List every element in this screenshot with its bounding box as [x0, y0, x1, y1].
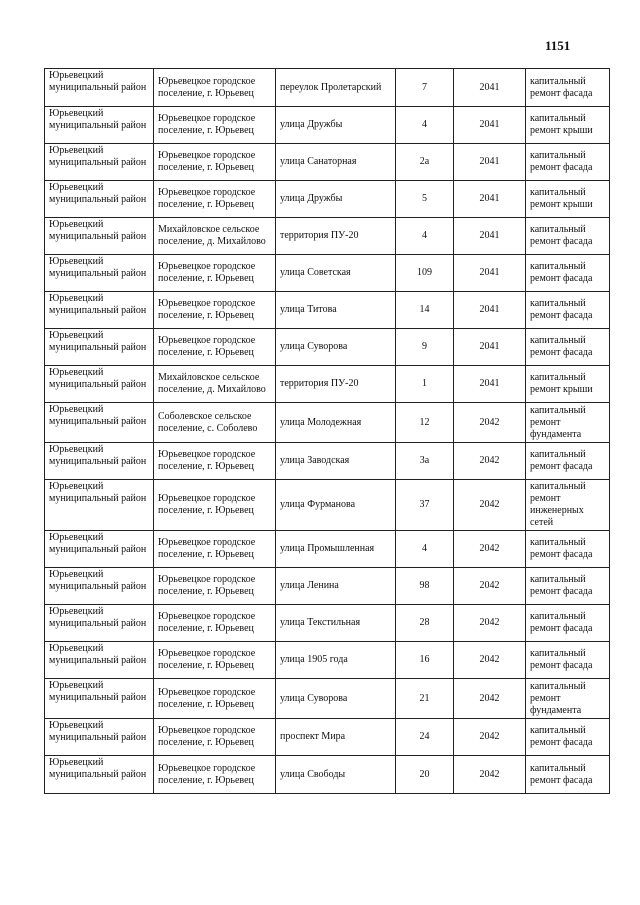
year-cell: 2041: [454, 107, 526, 144]
street-cell: улица Дружбы: [276, 107, 396, 144]
house-number-cell: 1: [396, 366, 454, 403]
year-cell: 2042: [454, 403, 526, 443]
settlement-cell: Юрьевецкое городское поселение, г. Юрьевец: [154, 568, 276, 605]
house-number-cell: 3а: [396, 443, 454, 480]
work-type-cell: капитальный ремонт крыши: [526, 366, 610, 403]
year-cell: 2042: [454, 679, 526, 719]
work-type-cell: капитальный ремонт фасада: [526, 568, 610, 605]
district-cell: Юрьевецкий муниципальный район: [45, 107, 154, 144]
work-type-cell: капитальный ремонт фасада: [526, 329, 610, 366]
district-cell: Юрьевецкий муниципальный район: [45, 605, 154, 642]
table-row: [45, 181, 610, 218]
district-cell: Юрьевецкий муниципальный район: [45, 292, 154, 329]
year-cell: 2042: [454, 531, 526, 568]
year-cell: 2041: [454, 255, 526, 292]
district-cell: Юрьевецкий муниципальный район: [45, 144, 154, 181]
house-number-cell: 4: [396, 107, 454, 144]
table-row: [45, 292, 610, 329]
district-cell: Юрьевецкий муниципальный район: [45, 719, 154, 756]
work-type-cell: капитальный ремонт фасада: [526, 605, 610, 642]
year-cell: 2042: [454, 443, 526, 480]
work-type-cell: капитальный ремонт фасада: [526, 531, 610, 568]
table-row: [45, 756, 610, 794]
work-type-cell: капитальный ремонт фасада: [526, 255, 610, 292]
year-cell: 2042: [454, 480, 526, 531]
district-cell: Юрьевецкий муниципальный район: [45, 480, 154, 531]
street-cell: улица Промышленная: [276, 531, 396, 568]
street-cell: улица Дружбы: [276, 181, 396, 218]
house-number-cell: 14: [396, 292, 454, 329]
settlement-cell: Юрьевецкое городское поселение, г. Юрьевец: [154, 605, 276, 642]
district-cell: Юрьевецкий муниципальный район: [45, 181, 154, 218]
year-cell: 2041: [454, 181, 526, 218]
district-cell: Юрьевецкий муниципальный район: [45, 756, 154, 794]
table-row: [45, 480, 610, 531]
work-type-cell: капитальный ремонт фасада: [526, 642, 610, 679]
settlement-cell: Юрьевецкое городское поселение, г. Юрьевец: [154, 756, 276, 794]
table-row: [45, 719, 610, 756]
street-cell: улица Суворова: [276, 679, 396, 719]
street-cell: улица Фурманова: [276, 480, 396, 531]
work-type-cell: капитальный ремонт крыши: [526, 181, 610, 218]
street-cell: улица Заводская: [276, 443, 396, 480]
table-row: [45, 679, 610, 719]
work-type-cell: капитальный ремонт крыши: [526, 107, 610, 144]
street-cell: улица Свободы: [276, 756, 396, 794]
settlement-cell: Юрьевецкое городское поселение, г. Юрьевец: [154, 107, 276, 144]
house-number-cell: 16: [396, 642, 454, 679]
district-cell: Юрьевецкий муниципальный район: [45, 568, 154, 605]
settlement-cell: Юрьевецкое городское поселение, г. Юрьевец: [154, 69, 276, 107]
table-row: [45, 255, 610, 292]
table-row: [45, 443, 610, 480]
table-row: [45, 107, 610, 144]
district-cell: Юрьевецкий муниципальный район: [45, 218, 154, 255]
street-cell: улица Суворова: [276, 329, 396, 366]
settlement-cell: Юрьевецкое городское поселение, г. Юрьевец: [154, 480, 276, 531]
settlement-cell: Юрьевецкое городское поселение, г. Юрьевец: [154, 181, 276, 218]
work-type-cell: капитальный ремонт фасада: [526, 218, 610, 255]
district-cell: Юрьевецкий муниципальный район: [45, 403, 154, 443]
street-cell: улица Ленина: [276, 568, 396, 605]
street-cell: территория ПУ-20: [276, 366, 396, 403]
house-number-cell: 109: [396, 255, 454, 292]
year-cell: 2041: [454, 69, 526, 107]
district-cell: Юрьевецкий муниципальный район: [45, 329, 154, 366]
street-cell: улица Молодежная: [276, 403, 396, 443]
year-cell: 2041: [454, 329, 526, 366]
street-cell: улица 1905 года: [276, 642, 396, 679]
house-number-cell: 37: [396, 480, 454, 531]
table-row: [45, 218, 610, 255]
house-number-cell: 4: [396, 531, 454, 568]
year-cell: 2042: [454, 719, 526, 756]
district-cell: Юрьевецкий муниципальный район: [45, 255, 154, 292]
year-cell: 2041: [454, 292, 526, 329]
year-cell: 2042: [454, 756, 526, 794]
work-type-cell: капитальный ремонт фасада: [526, 443, 610, 480]
district-cell: Юрьевецкий муниципальный район: [45, 69, 154, 107]
page-number: 1151: [545, 38, 571, 53]
work-type-cell: капитальный ремонт фундамента: [526, 679, 610, 719]
table-row: [45, 69, 610, 107]
settlement-cell: Юрьевецкое городское поселение, г. Юрьевец: [154, 719, 276, 756]
street-cell: улица Советская: [276, 255, 396, 292]
house-number-cell: 24: [396, 719, 454, 756]
work-type-cell: капитальный ремонт фундамента: [526, 403, 610, 443]
year-cell: 2042: [454, 642, 526, 679]
year-cell: 2042: [454, 568, 526, 605]
district-cell: Юрьевецкий муниципальный район: [45, 366, 154, 403]
table-body: [45, 69, 610, 794]
district-cell: Юрьевецкий муниципальный район: [45, 443, 154, 480]
district-cell: Юрьевецкий муниципальный район: [45, 642, 154, 679]
table-row: [45, 144, 610, 181]
settlement-cell: Юрьевецкое городское поселение, г. Юрьевец: [154, 292, 276, 329]
work-type-cell: капитальный ремонт фасада: [526, 292, 610, 329]
settlement-cell: Юрьевецкое городское поселение, г. Юрьевец: [154, 679, 276, 719]
year-cell: 2042: [454, 605, 526, 642]
house-number-cell: 9: [396, 329, 454, 366]
house-number-cell: 98: [396, 568, 454, 605]
settlement-cell: Юрьевецкое городское поселение, г. Юрьевец: [154, 642, 276, 679]
house-number-cell: 5: [396, 181, 454, 218]
settlement-cell: Соболевское сельское поселение, с. Соболево: [154, 403, 276, 443]
settlement-cell: Юрьевецкое городское поселение, г. Юрьевец: [154, 531, 276, 568]
table-row: [45, 329, 610, 366]
house-number-cell: 21: [396, 679, 454, 719]
year-cell: 2041: [454, 366, 526, 403]
settlement-cell: Юрьевецкое городское поселение, г. Юрьевец: [154, 144, 276, 181]
house-number-cell: 2а: [396, 144, 454, 181]
street-cell: территория ПУ-20: [276, 218, 396, 255]
district-cell: Юрьевецкий муниципальный район: [45, 531, 154, 568]
street-cell: улица Титова: [276, 292, 396, 329]
settlement-cell: Юрьевецкое городское поселение, г. Юрьевец: [154, 443, 276, 480]
table-row: [45, 531, 610, 568]
house-number-cell: 28: [396, 605, 454, 642]
table-row: [45, 403, 610, 443]
house-number-cell: 12: [396, 403, 454, 443]
settlement-cell: Михайловское сельское поселение, д. Михайлово: [154, 366, 276, 403]
street-cell: переулок Пролетарский: [276, 69, 396, 107]
table-row: [45, 568, 610, 605]
street-cell: улица Текстильная: [276, 605, 396, 642]
table-row: [45, 366, 610, 403]
settlement-cell: Михайловское сельское поселение, д. Михайлово: [154, 218, 276, 255]
settlement-cell: Юрьевецкое городское поселение, г. Юрьевец: [154, 329, 276, 366]
work-type-cell: капитальный ремонт фасада: [526, 144, 610, 181]
work-type-cell: капитальный ремонт фасада: [526, 719, 610, 756]
work-type-cell: капитальный ремонт инженерных сетей: [526, 480, 610, 531]
house-number-cell: 7: [396, 69, 454, 107]
year-cell: 2041: [454, 144, 526, 181]
table-row: [45, 642, 610, 679]
street-cell: улица Санаторная: [276, 144, 396, 181]
work-type-cell: капитальный ремонт фасада: [526, 69, 610, 107]
house-number-cell: 20: [396, 756, 454, 794]
repair-schedule-table: [44, 68, 610, 794]
street-cell: проспект Мира: [276, 719, 396, 756]
year-cell: 2041: [454, 218, 526, 255]
district-cell: Юрьевецкий муниципальный район: [45, 679, 154, 719]
settlement-cell: Юрьевецкое городское поселение, г. Юрьевец: [154, 255, 276, 292]
work-type-cell: капитальный ремонт фасада: [526, 756, 610, 794]
house-number-cell: 4: [396, 218, 454, 255]
table-row: [45, 605, 610, 642]
